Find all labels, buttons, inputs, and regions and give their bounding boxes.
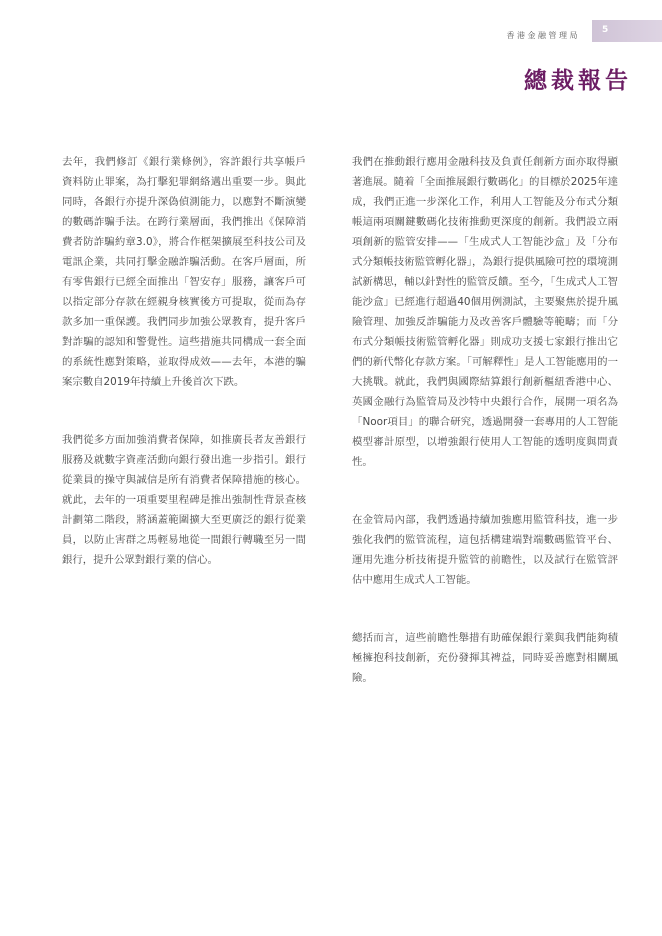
header-org-name: 香港金融管理局 [506, 31, 580, 40]
paragraph: 在金管局內部，我們透過持續加強應用監管科技，進一步強化我們的監管流程，這包括構建端對端數碼監管平台、運用先進分析技術提升監管的前瞻性，以及試行在監管評估中應用生成式人工智能。 [352, 514, 618, 586]
paragraph: 去年，我們修訂《銀行業條例》，容許銀行共享帳戶資料防止罪案，為打擊犯罪網絡邁出重要一步。與此同時，各銀行亦提升深偽偵測能力，以應對不斷演變的數碼詐騙手法。在跨行業層面，我們推出《保障消費者防詐騙約章3.0》，將合作框架擴展至科技公司及電訊企業，共同打擊金融詐騙活動。在客戶層面，所有零售銀行已經全面推出「智安存」服務，讓客戶可以指定部分存款在經親身核實後方可提取，從而為存款多加一重保護。我們同步加強公眾教育，提升客戶對詐騙的認知和警覺性。這些措施共同構成一套全面的系統性應對策略，並取得成效——去年，本港的騙案宗數自2019年持續上升後首次下跌。 [62, 156, 306, 388]
right-column [352, 152, 618, 726]
page-number-tab [592, 20, 662, 42]
paragraph: 總括而言，這些前瞻性舉措有助確保銀行業與我們能夠積極擁抱科技創新，充份發揮其裨益，同時妥善應對相關風險。 [352, 632, 618, 684]
left-column [62, 152, 306, 608]
paragraph: 我們在推動銀行應用金融科技及負責任創新方面亦取得顯著進展。隨着「全面推展銀行數碼化」的目標於2025年達成，我們正進一步深化工作，利用人工智能及分布式分類帳這兩項關鍵數碼化技術推動更深度的創新。我們設立兩項創新的監管安排——「生成式人工智能沙盒」及「分布式分類帳技術監管孵化器」，為銀行提供風險可控的環境測試新構思，輔以針對性的監管反饋。至今，「生成式人工智能沙盒」已經進行超過40個用例測試，主要聚焦於提升風險管理、加強反詐騙能力及改善客戶體驗等範疇；而「分布式分類帳技術監管孵化器」則成功支援七家銀行推出它們的新代幣化存款方案。「可解釋性」是人工智能應用的一大挑戰。就此，我們與國際結算銀行創新樞紐香港中心、英國金融行為監管局及沙特中央銀行合作，展開一項名為「Noor項目」的聯合研究，透過開發一套專用的人工智能模型審計原型，以增強銀行使用人工智能的透明度與問責性。 [352, 156, 618, 468]
paragraph: 我們從多方面加強消費者保障，如推廣長者友善銀行服務及就數字資產活動向銀行發出進一步指引。銀行從業員的操守與誠信是所有消費者保障措施的核心。就此，去年的一項重要里程碑是推出強制性背景查核計劃第二階段，將涵蓋範圍擴大至更廣泛的銀行從業員，以防止害群之馬輕易地從一間銀行轉職至另一間銀行，提升公眾對銀行業的信心。 [62, 434, 306, 566]
page-title: 總裁報告 [524, 68, 632, 94]
page-number: 5 [602, 25, 609, 35]
